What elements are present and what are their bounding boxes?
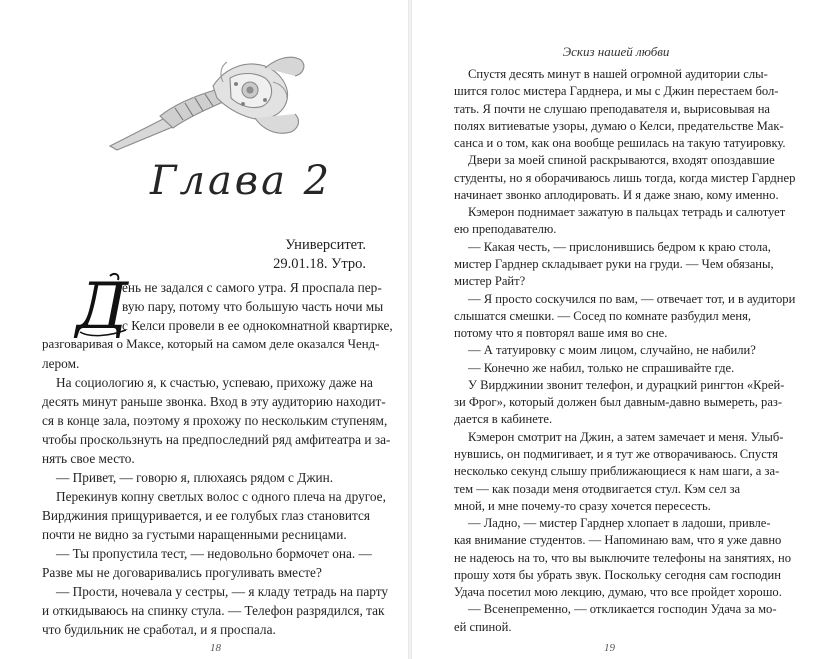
text-line: что будильник не сработал, и я проспала. [42, 622, 276, 637]
text-line: шится голос мистера Гарднера, и мы с Джин перестаем бол- [454, 84, 779, 99]
text-line: несколько секунд слышу приближающиеся к нам шаги, а за- [454, 464, 780, 479]
text-line: и откидываюсь на спинку стула. — Телефон разрядился, так [42, 603, 385, 618]
text-line: чтобы проскользнуть на предпоследний ряд амфитеатра и за- [42, 432, 391, 447]
text-line: ей спиной. [454, 619, 512, 634]
text-line: санса и о том, как она вообще решилась на такую татуировку. [454, 136, 786, 151]
text-line: ень не задался с самого утра. Я проспала пер- [122, 280, 382, 295]
text-line: Кэмерон смотрит на Джин, а затем замечает и меня. Улыб- [468, 429, 784, 444]
text-line: прошу хотя бы убрать звук. Поскольку сегодня сам господин [454, 567, 782, 582]
text-line: дается в кабинете. [454, 412, 553, 427]
text-line: начинает звонко аплодировать. И я даже знаю, кому именно. [454, 187, 779, 202]
chapter-title: Глава 2 [150, 158, 333, 204]
text-line: лером. [42, 356, 80, 371]
text-line: тем — как позади меня отодвигается стул. Кэм сел за [454, 481, 741, 496]
text-line: разговаривая о Максе, который на самом деле оказался Ченд- [42, 337, 380, 351]
page-number: 18 [210, 642, 221, 654]
text-line: ся в конце зала, поэтому я прохожу по нескольким ступеням, [42, 413, 388, 428]
text-line: Разве мы не договаривались прогуливать вместе? [42, 565, 322, 580]
text-line: нять свое место. [42, 451, 135, 466]
left-page [0, 0, 408, 659]
text-line: вую пару, потому что большую часть ночи мы [122, 299, 384, 314]
text-line: с Келси провели в ее однокомнатной квартирке, [122, 318, 393, 333]
text-line: мистер Райт? [454, 274, 526, 289]
text-line: слышатся смешки. — Сосед по комнате разбудил меня, [454, 308, 752, 323]
dateline-place: Университет. [285, 237, 366, 253]
text-line: — Конечно же набил, только не спрашивайте где. [468, 360, 735, 375]
text-line: мистер Гарднер складывает руки на груди. — Чем обязаны, [454, 257, 774, 271]
text-line: — А татуировку с моим лицом, случайно, не набили? [468, 343, 756, 358]
text-line: — Прости, ночевала у сестры, — я кладу тетрадь на парту [56, 584, 389, 599]
text-line: — Я просто соскучился по вам, — отвечает тот, и в аудитори [468, 291, 796, 306]
text-line: — Ладно, — мистер Гарднер хлопает в ладоши, привле- [468, 516, 771, 531]
text-line: Двери за моей спиной раскрываются, входят опоздавшие [468, 153, 775, 168]
text-line: На социологию я, к счастью, успеваю, прихожу даже на [56, 375, 373, 390]
text-line: не надеюсь на то, что вы выключите телефоны на занятиях, но [454, 550, 791, 565]
text-line: ею преподавателю. [454, 222, 557, 237]
text-line: зи Фрог», который должен был давным-давно вымереть, раз- [454, 395, 783, 410]
text-line: Кэмерон поднимает зажатую в пальцах тетрадь и салютует [468, 205, 786, 220]
dateline [273, 236, 366, 273]
right-page [412, 0, 820, 659]
text-line: студенты, но я оборачиваюсь лишь тогда, когда мистер Гарднер [454, 170, 796, 185]
text-line: кая внимание студентов. — Напоминаю вам, что я уже давно [454, 533, 782, 548]
tattoo-machine-illustration [105, 38, 310, 153]
drop-cap-letter: Д [76, 270, 129, 338]
page-number: 19 [604, 642, 615, 654]
text-line: — Всенепременно, — откликается господин Удача за мо- [468, 602, 777, 617]
text-line: У Вирджинии звонит телефон, и дурацкий рингтон «Крей- [468, 377, 785, 392]
text-line: — Какая честь, — прислонившись бедром к краю стола, [468, 239, 771, 254]
text-line: нувшись, он подмигивает, и я тут же отворачиваюсь. Спустя [454, 447, 778, 461]
text-line: Спустя десять минут в нашей огромной аудитории слы- [468, 67, 768, 81]
text-line: Перекинув копну светлых волос с одного плеча на другое, [56, 489, 386, 504]
text-line: почти не видно за густыми наращенными ресницами. [42, 527, 347, 542]
text-line: — Ты пропустила тест, — недовольно бормочет она. — [56, 546, 372, 561]
text-line: мной, и мне почему-то сразу хочется пересесть. [454, 498, 711, 513]
text-line: — Привет, — говорю я, плюхаясь рядом с Джин. [56, 470, 334, 485]
dateline-date: 29.01.18. Утро. [273, 255, 366, 272]
running-head: Эскиз нашей любви [562, 44, 670, 59]
text-line: десять минут раньше звонка. Вход в эту аудиторию находит- [42, 394, 386, 409]
text-line: тать. Я почти не слушаю преподавателя и, вырисовывая на [454, 101, 771, 116]
text-line: полях витиеватые узоры, думаю о Келси, предательстве Мак- [454, 118, 784, 133]
text-line: потому что я повторял ваше имя во сне. [454, 326, 668, 341]
text-line: Вирджиния прищуривается, и ее голубых глаз становится [42, 508, 371, 523]
text-line: Удача посетил мою лекцию, думаю, что все пройдет хорошо. [454, 585, 782, 600]
